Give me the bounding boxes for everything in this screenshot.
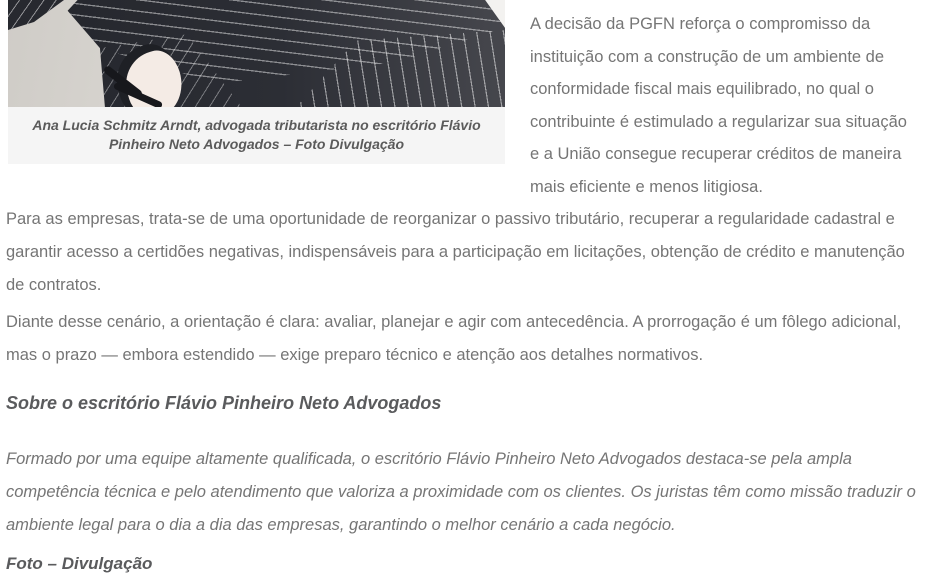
photo-caption: Ana Lucia Schmitz Arndt, advogada tributarista no escritório Flávio Pinheiro Neto Advogados – Foto Divulgação bbox=[8, 107, 505, 164]
paragraph-cenario: Diante desse cenário, a orientação é clara: avaliar, planejar e agir com antecedência. A prorrogação é um fôlego adicional, mas o prazo — embora estendido — exige preparo técnico e atenção aos detalhes normativos. bbox=[6, 313, 902, 364]
section-subheading: Sobre o escritório Flávio Pinheiro Neto Advogados bbox=[6, 393, 442, 413]
paragraph-empresas: Para as empresas, trata-se de uma oportunidade de reorganizar o passivo tributário, recuperar a regularidade cadastral e garantir acesso a certidões negativas, indispensáveis para a participação em licitações, obtenção de crédito e manutenção de contratos. bbox=[6, 210, 905, 294]
article-photo bbox=[8, 0, 505, 107]
article-figure bbox=[8, 0, 505, 164]
paragraph-sobre-escritorio: Formado por uma equipe altamente qualificada, o escritório Flávio Pinheiro Neto Advogados destaca-se pela ampla competência técnica e pelo atendimento que valoriza a proximidade com os clientes. Os juristas têm como missão traduzir o ambiente legal para o dia a dia das empresas, garantindo o melhor cenário a cada negócio. bbox=[6, 450, 916, 534]
paragraph-lead: A decisão da PGFN reforça o compromisso da instituição com a construção de um ambiente de conformidade fiscal mais equilibrado, no qual o contribuinte é estimulado a regularizar sua situação e a União consegue recuperar créditos de maneira mais eficiente e menos litigiosa. bbox=[530, 15, 907, 196]
photo-credit-line: Foto – Divulgação bbox=[6, 554, 153, 573]
